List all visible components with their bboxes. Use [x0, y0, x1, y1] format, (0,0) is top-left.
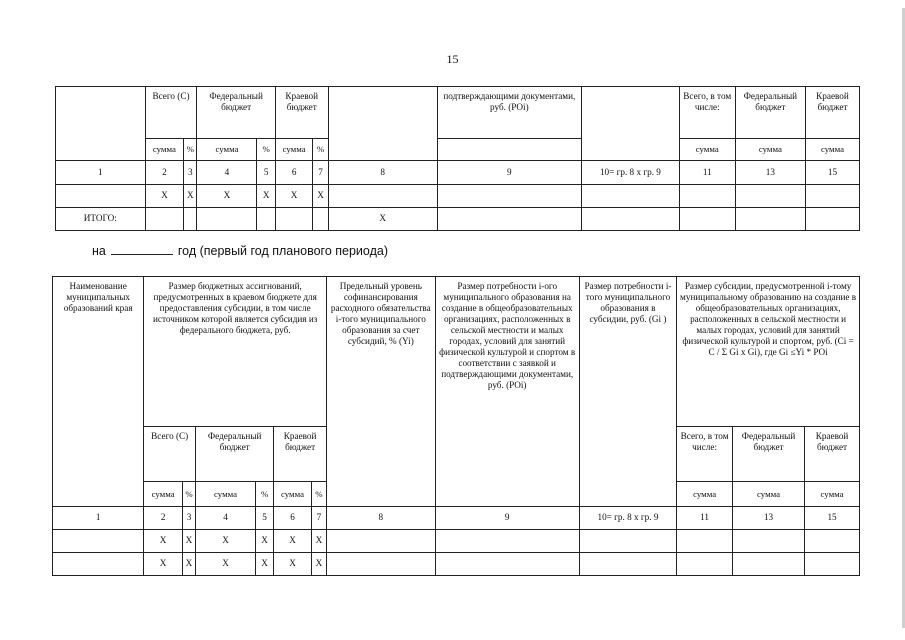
sub-total-header: Всего, в том числе:: [679, 87, 735, 139]
col-number: 4: [196, 507, 256, 530]
x-mark: X: [196, 553, 256, 576]
col-number: 11: [679, 161, 735, 185]
unit-sum: сумма: [274, 482, 312, 507]
budget-header: Размер бюджетных ассигнований, предусмотренных в краевом бюджете для предоставления субсидии, в том числе источником которой является субсидия из федерального бюджета, руб.: [144, 277, 327, 427]
federal-header: Федеральный бюджет: [196, 427, 274, 482]
unit-sum: сумма: [275, 139, 313, 161]
unit-pct: %: [184, 139, 197, 161]
sub-regional-header: Краевой бюджет: [805, 87, 859, 139]
col-number: 4: [197, 161, 257, 185]
sub-federal-header: Федеральный бюджет: [735, 87, 805, 139]
col-number: 10= гр. 8 x гр. 9: [579, 507, 676, 530]
col-number: 10= гр. 8 x гр. 9: [582, 161, 680, 185]
total-header: Всего (С): [145, 87, 197, 139]
x-mark: X: [196, 530, 256, 553]
col-number: 13: [733, 507, 805, 530]
col-number: 6: [274, 507, 312, 530]
bottom-table: [52, 276, 860, 576]
col-number: 9: [437, 161, 582, 185]
column-numbers-row: [53, 507, 860, 530]
unit-sum: сумма: [679, 139, 735, 161]
col-number: 8: [327, 507, 436, 530]
col-number: 5: [255, 507, 273, 530]
x-mark: X: [182, 553, 195, 576]
subsidy-header: Размер субсидии, предусмотренной i-тому муниципальному образованию на создание в общеобразовательных организациях, расположенных в сельской местности и малых городах, условий для занятий физической культурой и спортом, руб. (Ci = C / Σ Gi x Gi), где Gi ≤Yi * POi: [677, 277, 860, 427]
col-number: 11: [677, 507, 733, 530]
column-numbers-row: [56, 161, 860, 185]
col-number: 1: [53, 507, 144, 530]
need-header: Размер потребности i-ого муниципального образования на создание в общеобразовательных организациях, расположенных в сельской местности и малых городах, условий для занятий физической культурой и спортом в соответствии с заявкой и подтверждающими документами, руб. (POi): [435, 277, 579, 507]
x-mark: X: [145, 185, 184, 208]
total-row: [56, 208, 860, 231]
regional-header: Краевой бюджет: [274, 427, 327, 482]
midline-prefix: на: [92, 244, 106, 258]
top-table: [55, 86, 860, 231]
unit-sum: сумма: [145, 139, 184, 161]
x-mark: X: [274, 530, 312, 553]
need-unit-cell: [437, 139, 582, 161]
x-mark: X: [328, 208, 437, 231]
unit-sum: сумма: [735, 139, 805, 161]
year-blank-field: [111, 243, 173, 255]
unit-pct: %: [313, 139, 328, 161]
municipal-header-cell: [56, 87, 146, 161]
x-mark: X: [144, 530, 183, 553]
unit-sum: сумма: [677, 482, 733, 507]
col-number: 15: [805, 161, 859, 185]
col-number: 7: [313, 161, 328, 185]
regional-header: Краевой бюджет: [275, 87, 328, 139]
col-number: 6: [275, 161, 313, 185]
sub-federal-header: Федеральный бюджет: [733, 427, 805, 482]
col-number: 1: [56, 161, 146, 185]
x-mark: X: [144, 553, 183, 576]
col-number: 13: [735, 161, 805, 185]
unit-sum: сумма: [805, 482, 860, 507]
table-row: [56, 185, 860, 208]
col-number: 9: [435, 507, 579, 530]
x-mark: X: [255, 530, 273, 553]
need-size-header-cell: [582, 87, 680, 161]
unit-pct: %: [182, 482, 195, 507]
unit-pct: %: [255, 482, 273, 507]
total-label: ИТОГО:: [56, 208, 146, 231]
x-mark: X: [184, 185, 197, 208]
x-mark: X: [274, 553, 312, 576]
col-number: 2: [144, 507, 183, 530]
unit-sum: сумма: [197, 139, 257, 161]
total-header: Всего (С): [144, 427, 196, 482]
table-row: [53, 530, 860, 553]
unit-sum: сумма: [733, 482, 805, 507]
col-number: 5: [257, 161, 275, 185]
unit-sum: сумма: [196, 482, 256, 507]
x-mark: X: [255, 553, 273, 576]
x-mark: X: [311, 530, 326, 553]
need-header: подтверждающими документами, руб. (POi): [437, 87, 582, 139]
x-mark: X: [197, 185, 257, 208]
sub-total-header: Всего, в том числе:: [677, 427, 733, 482]
unit-sum: сумма: [144, 482, 183, 507]
col-number: 2: [145, 161, 184, 185]
x-mark: X: [313, 185, 328, 208]
sub-regional-header: Краевой бюджет: [805, 427, 860, 482]
limit-header-cell: [328, 87, 437, 161]
col-number: 15: [805, 507, 860, 530]
x-mark: X: [257, 185, 275, 208]
col-number: 3: [182, 507, 195, 530]
x-mark: X: [275, 185, 313, 208]
midline-suffix: год (первый год планового периода): [177, 244, 389, 258]
limit-header: Предельный уровень софинансирования расходного обязательства i-того муниципального образования за счет субсидий, % (Yi): [327, 277, 436, 507]
federal-header: Федеральный бюджет: [197, 87, 275, 139]
table-row: [53, 553, 860, 576]
unit-sum: сумма: [805, 139, 859, 161]
col-number: 8: [328, 161, 437, 185]
planning-period-line: [92, 243, 388, 258]
unit-pct: %: [311, 482, 326, 507]
municipal-header: Наименование муниципальных образований края: [53, 277, 144, 507]
unit-pct: %: [257, 139, 275, 161]
col-number: 7: [311, 507, 326, 530]
x-mark: X: [311, 553, 326, 576]
x-mark: X: [182, 530, 195, 553]
need-size-header: Размер потребности i-того муниципального образования в субсидии, руб. (Gi ): [579, 277, 676, 507]
col-number: 3: [184, 161, 197, 185]
page-number: 15: [446, 52, 459, 66]
